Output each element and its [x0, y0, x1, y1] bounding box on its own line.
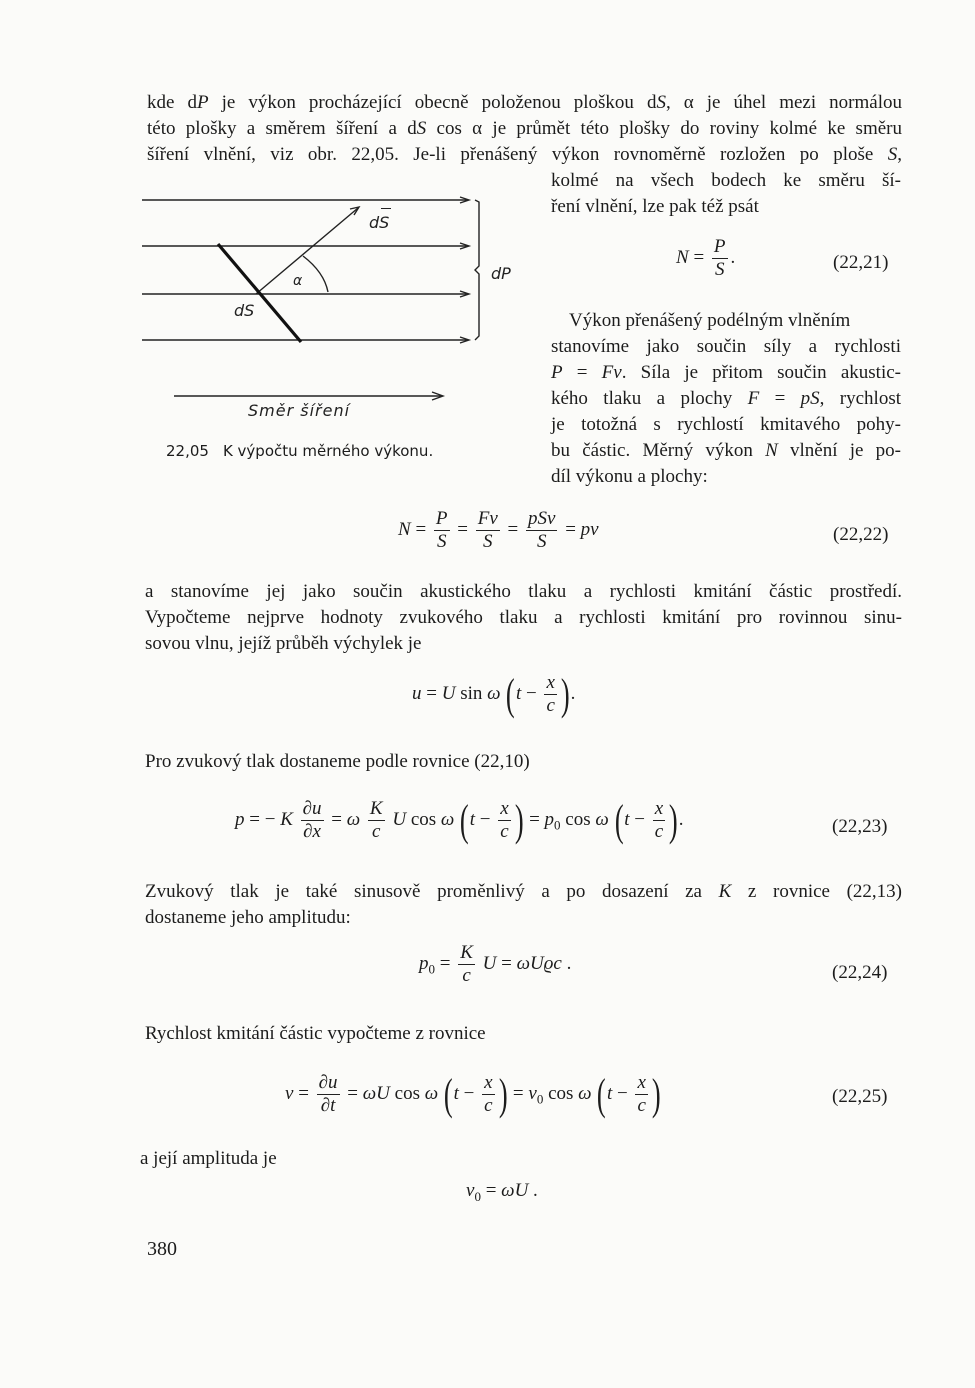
intro-paragraph [147, 90, 902, 168]
label-dp: dP [491, 264, 511, 283]
power-line-3: P = Fv. Síla je přitom součin akustic- [551, 362, 902, 383]
sinus-line-2: Vypočteme nejprve hodnoty zvukového tlaku a rychlosti kmitání pro rovinnou sinu- [145, 607, 902, 628]
caption-number: 22,05 [166, 442, 209, 460]
intro-right-column [551, 168, 901, 220]
equation-number-22-25: (22,25) [832, 1086, 888, 1107]
velocity-intro: Rychlost kmitání částic vypočteme z rovnice [145, 1023, 486, 1044]
equation-number-22-22: (22,22) [833, 524, 889, 545]
equation-22-24: $p_0$ = $\frac{K}{c}$ U = ωUϱc . [419, 942, 572, 986]
intro-line-3: šíření vlnění, viz obr. 22,05. Je-li přenášený výkon rovnoměrně rozložen po ploše S, [147, 144, 902, 165]
caption-text: K výpočtu měrného výkonu. [222, 442, 434, 460]
label-direction: Směr šíření [248, 401, 351, 420]
sinus-line-3: sovou vlnu, jejíž průběh výchylek je [145, 633, 422, 654]
equation-number-22-23: (22,23) [832, 816, 888, 837]
equation-22-25: v = $\frac{\partial u}{\partial t}$ = ωU cos ω (t − $\frac{x}{c}$ ) = $v_0$ cos ω (t − $\frac{x}{c}$ ) [285, 1069, 661, 1119]
pressure-intro: Pro zvukový tlak dostaneme podle rovnice (22,10) [145, 751, 530, 772]
equation-number-22-21: (22,21) [833, 252, 889, 273]
sinus-paragraph [145, 579, 902, 657]
intro-line-4: kolmé na všech bodech ke směru ší- [551, 170, 901, 191]
page-number: 380 [147, 1238, 177, 1260]
amplitude-paragraph [145, 879, 902, 931]
equation-22-22: N = $\frac{P}{S}$ = $\frac{Fv}{S}$ = $\frac{\text{pSv}}{S}$ = pv [398, 508, 599, 552]
intro-line-1: kde dP je výkon procházející obecně položenou ploškou dS, α je úhel mezi normálou [147, 92, 902, 113]
dp-brace [475, 200, 479, 340]
velocity-amplitude-intro: a její amplituda je [140, 1148, 277, 1169]
figure-22-05 [138, 186, 518, 436]
figure-caption [166, 442, 433, 460]
figure-diagram [138, 186, 518, 436]
vector-overbar [381, 208, 391, 209]
power-paragraph [551, 308, 901, 490]
label-alpha: α [293, 273, 303, 289]
power-line-5: je totožná s rychlostí kmitavého pohy- [551, 414, 901, 435]
power-line-6: bu částic. Měrný výkon N vlnění je po- [551, 440, 902, 461]
angle-arc [303, 256, 328, 292]
power-line-7: díl výkonu a plochy: [551, 466, 708, 487]
amplitude-line-1: Zvukový tlak je také sinusově proměnlivý a po dosazení za K z rovnice (22,13) [145, 881, 902, 902]
intro-line-2: této plošky a směrem šíření a dS cos α je průmět této plošky do roviny kolmé ke směru [147, 118, 902, 139]
label-ds-vector: dS [369, 213, 390, 232]
equation-22-21: N = $\frac{P}{S}$ . [676, 236, 736, 280]
label-ds-plate: dS [234, 301, 255, 320]
normal-vector [256, 208, 358, 294]
equation-number-22-24: (22,24) [832, 962, 888, 983]
amplitude-line-2: dostaneme jeho amplitudu: [145, 907, 351, 928]
equation-22-23: p = − K $\frac{\partial u}{\partial x}$ = ω $\frac{K}{c}$ U cos ω (t − $\frac{x}{c}$ ) = $p_0$ cos ω (t − $\frac{x}{c}$ ). [235, 795, 684, 845]
power-line-2: stanovíme jako součin síly a rychlosti [551, 336, 901, 357]
power-line-1: Výkon přenášený podélným vlněním [569, 310, 851, 331]
equation-velocity-amplitude: $v_0 = \omega U$ . [466, 1180, 538, 1204]
intro-line-5: ření vlnění, lze pak též psát [551, 196, 759, 217]
sinus-line-1: a stanovíme jej jako součin akustického tlaku a rychlosti kmitání částic prostředí. [145, 581, 902, 602]
power-line-4: kého tlaku a plochy F = pS, rychlost [551, 388, 901, 409]
surface-element-ds [218, 244, 301, 342]
equation-wave: u = U sin ω (t − $\frac{x}{c}$ ). [412, 669, 576, 719]
